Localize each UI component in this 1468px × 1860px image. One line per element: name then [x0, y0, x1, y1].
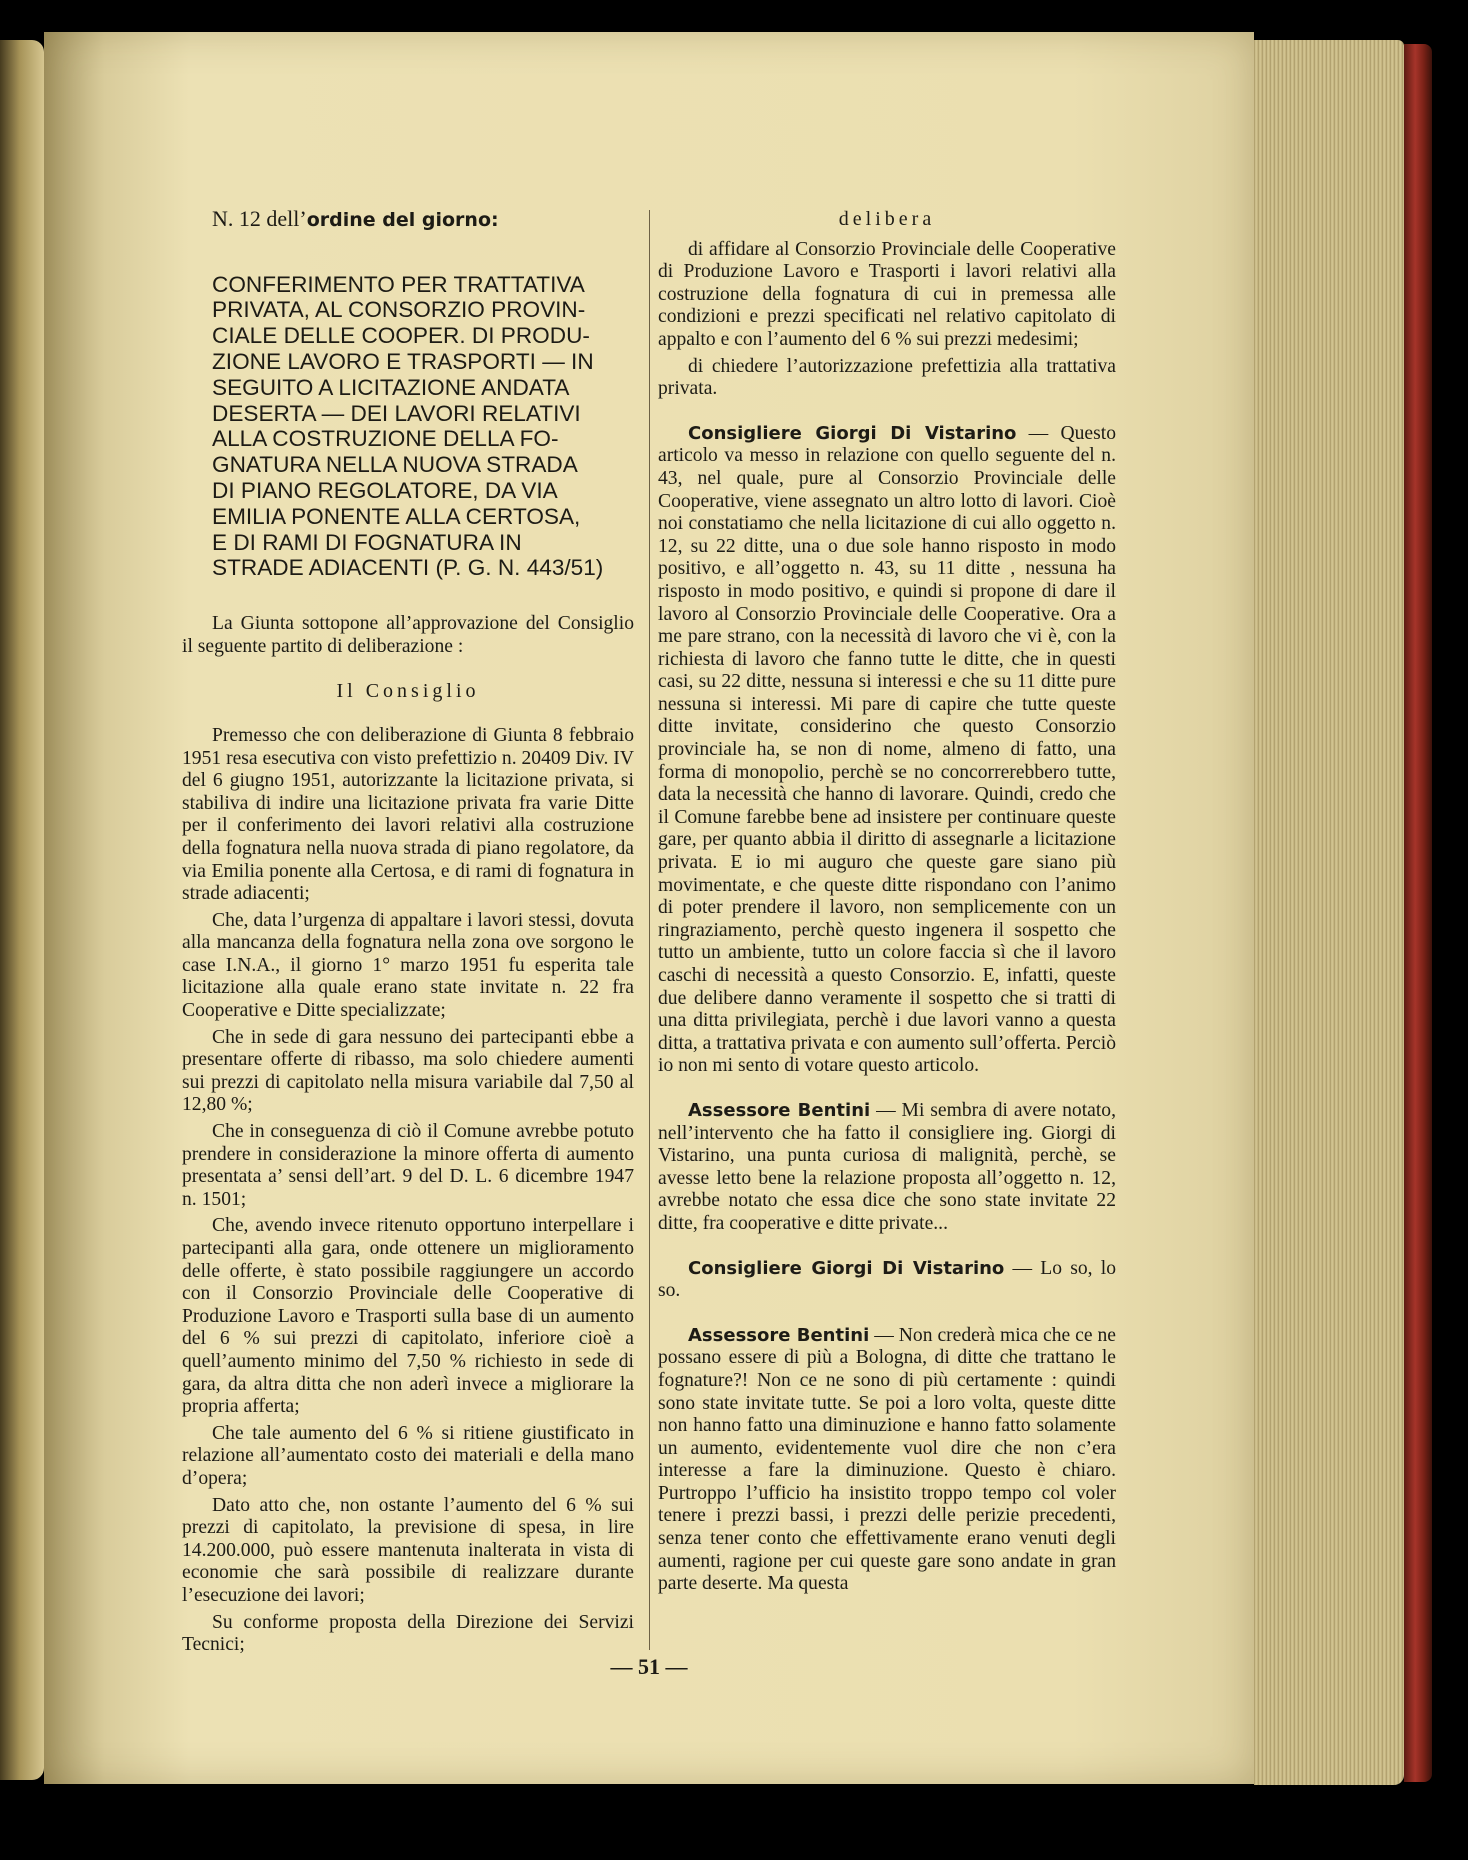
delibera-paragraph: di chiedere l’autorizzazione prefettizia alla trattativa privata.	[658, 355, 1116, 400]
intro-paragraph: La Giunta sottopone all’approvazione del Consiglio il seguente partito di deliberazione :	[182, 613, 634, 657]
subject-line: ALLA COSTRUZIONE DELLA FO-	[212, 426, 559, 452]
subject-line: SEGUITO A LICITAZIONE ANDATA	[212, 374, 570, 400]
subject-line: STRADE ADIACENTI (P. G. N. 443/51)	[212, 555, 604, 581]
speech-text: — Mi sembra di avere notato, nell’intervento che ha fatto il consigliere ing. Giorgi di Vistarino, una punta curiosa di malignità, perchè, se avesse letto bene la relazione proposta all’oggetto n. 12, avrebbe notato che essa dice che sono state invitate 22 ditte, fra cooperative e ditte private...	[658, 1099, 1116, 1234]
subject-line: PRIVATA, AL CONSORZIO PROVIN-	[212, 297, 586, 323]
subject-line: CONFERIMENTO PER TRATTATIVA	[212, 271, 585, 297]
body-paragraph: Che in sede di gara nessuno dei partecipanti ebbe a presentare offerte di ribasso, ma solo chiedere aumenti sui prezzi di capitolato nella misura variabile dal 7,50 al 12,80 %;	[182, 1026, 634, 1116]
subject-line: EMILIA PONENTE ALLA CERTOSA,	[212, 503, 581, 529]
speaker-name: Consigliere Giorgi Di Vistarino	[688, 422, 1017, 444]
body-paragraph: Su conforme proposta della Direzione dei Servizi Tecnici;	[182, 1611, 634, 1656]
subject-heading	[212, 272, 634, 582]
body-paragraph: Che in conseguenza di ciò il Comune avrebbe potuto prendere in considerazione la minore offerta di aumento presentata a’ sensi dell’art. 9 del D. L. 6 dicembre 1947 n. 1501;	[182, 1121, 634, 1210]
right-column	[658, 208, 1116, 1596]
speech-paragraph	[658, 423, 1116, 1078]
left-column	[182, 208, 634, 1657]
body-paragraph: Premesso che con deliberazione di Giunta 8 febbraio 1951 resa esecutiva con visto prefettizio n. 20409 Div. IV del 6 giugno 1951, autorizzante la licitazione privata, si stabiliva di indire una licitazione privata fra varie Ditte per il conferimento dei lavori relativi alla costruzione della fognatura nella nuova strada di piano regolatore, da via Emilia ponente alla Certosa, e di rami di fognatura in strade adiacenti;	[182, 724, 634, 905]
speech-text: — Non crederà mica che ce ne possano essere di più a Bologna, di ditte che trattano le fognature?! Non ce ne sono di più certamente : quindi sono state invitate tutte. Se poi a loro volta, queste ditte non hanno fatto una diminuzione e hanno fatto solamente un aumento, evidentemente vuol dire che non c’era interesse a fare la diminuzione. Questo è chiaro. Purtroppo l’ufficio ha insistito troppo tempo col voler tenere i prezzi bassi, i prezzi delle perizie precedenti, senza tener conto che effettivamente erano venuti degli aumenti, ragione per cui queste gare sono andate in gran parte deserte. Ma questa	[658, 1324, 1116, 1595]
speaker-name: Assessore Bentini	[688, 1324, 870, 1346]
document-page	[44, 32, 1254, 1784]
book-cover-edge	[1404, 44, 1432, 1782]
agenda-label: ordine del giorno:	[306, 209, 499, 231]
subject-line: DESERTA — DEI LAVORI RELATIVI	[212, 400, 581, 426]
delibera-paragraph: di affidare al Consorzio Provinciale delle Cooperative di Produzione Lavoro e Trasporti i lavori relativi alla costruzione della fognatura di cui in premessa alle condizioni e prezzi specificati nel relativo capitolato di appalto e con l’aumento del 6 % sui prezzi medesimi;	[658, 238, 1116, 350]
speaker-name: Assessore Bentini	[688, 1099, 871, 1121]
page-number: — 51 —	[610, 1654, 688, 1679]
book-fore-edge	[1254, 40, 1404, 1785]
speech-paragraph	[658, 1100, 1116, 1236]
body-paragraph: Dato atto che, non ostante l’aumento del 6 % sui prezzi di capitolato, la previsione di spesa, in lire 14.200.000, può essere mantenuta inalterata in vista di economie che sarà possibile di realizzare durante l’esecuzione dei lavori;	[182, 1494, 634, 1606]
agenda-heading	[182, 208, 634, 232]
body-paragraph: Che tale aumento del 6 % si ritiene giustificato in relazione all’aumentato costo dei materiali e della mano d’opera;	[182, 1422, 634, 1489]
speech-paragraph	[658, 1325, 1116, 1596]
council-title: Il Consiglio	[336, 680, 480, 703]
speaker-name: Consigliere Giorgi Di Vistarino	[688, 1257, 1005, 1279]
subject-line: E DI RAMI DI FOGNATURA IN	[212, 529, 522, 555]
subject-line: CIALE DELLE COOPER. DI PRODU-	[212, 323, 590, 349]
previous-page-edge	[0, 40, 44, 1780]
agenda-number: N. 12 dell’	[212, 206, 307, 231]
subject-line: DI PIANO REGOLATORE, DA VIA	[212, 477, 558, 503]
speech-text: — Lo so, lo so.	[658, 1257, 1117, 1302]
delibera-title: delibera	[838, 208, 936, 230]
subject-line: ZIONE LAVORO E TRASPORTI — IN	[212, 348, 594, 374]
body-paragraph: Che, data l’urgenza di appaltare i lavori stessi, dovuta alla mancanza della fognatura nella zona ove sorgono le case I.N.A., il giorno 1° marzo 1951 fu esperita tale licitazione alla quale erano state invitate n. 22 fra Cooperative e Ditte specializzate;	[182, 909, 634, 1022]
body-paragraph: Che, avendo invece ritenuto opportuno interpellare i partecipanti alla gara, onde ottenere un miglioramento delle offerte, è stato possibile raggiungere un accordo con il Consorzio Provinciale delle Cooperative di Produzione Lavoro e Trasporti sulla base di un aumento del 6 % sui prezzi di capitolato, inferiore cioè a quell’aumento minimo del 7,50 % richiesto in sede di gara, da altra ditta che non aderì invece a migliorare la propria afferta;	[182, 1215, 634, 1418]
column-divider	[649, 210, 650, 1650]
speech-text: — Questo articolo va messo in relazione con quello seguente del n. 43, nel quale, pure al Consorzio Provinciale delle Cooperative, viene assegnato un altro lotto di lavori. Cioè noi constatiamo che nella licitazione di cui allo oggetto n. 12, su 22 ditte, una o due sole hanno risposto in modo positivo, e all’oggetto n. 43, su 11 ditte , nessuna ha risposto in modo positivo, e quindi si propone di dare il lavoro al Consorzio Provinciale delle Cooperative. Ora a me pare strano, con la necessità di lavoro che vi è, con la richiesta di lavoro che fanno tutte le ditte, che in questi casi, su 22 ditte, nessuna si interessi e che su 11 ditte pure nessuna si interessi. Mi pare di capire che tutte queste ditte invitate, considerino che questo Consorzio provinciale ha, se non di nome, almeno di fatto, una forma di monopolio, perchè se no concorrerebbero tutte, data la necessità che hanno di lavorare. Quindi, credo che il Comune farebbe bene ad insistere per continuare queste gare, per quanto abbia il diritto di assegnarle a licitazione privata. E io mi auguro che queste gare siano più movimentate, e che queste ditte rispondano con l’animo di poter prendere il lavoro, non semplicemente con un ringraziamento, perchè questo ingenera il sospetto che tutto un ambiente, tutto un colore faccia sì che il lavoro caschi di necessità a questo Consorzio. E, infatti, queste due delibere danno veramente il sospetto che si tratti di una ditta privilegiata, perchè i due lavori vanno a questa ditta, a trattativa privata e con aumento sull’offerta. Perciò io non mi sento di votare questo articolo.	[658, 422, 1116, 1077]
subject-line: GNATURA NELLA NUOVA STRADA	[212, 452, 578, 478]
speech-paragraph	[658, 1258, 1116, 1303]
